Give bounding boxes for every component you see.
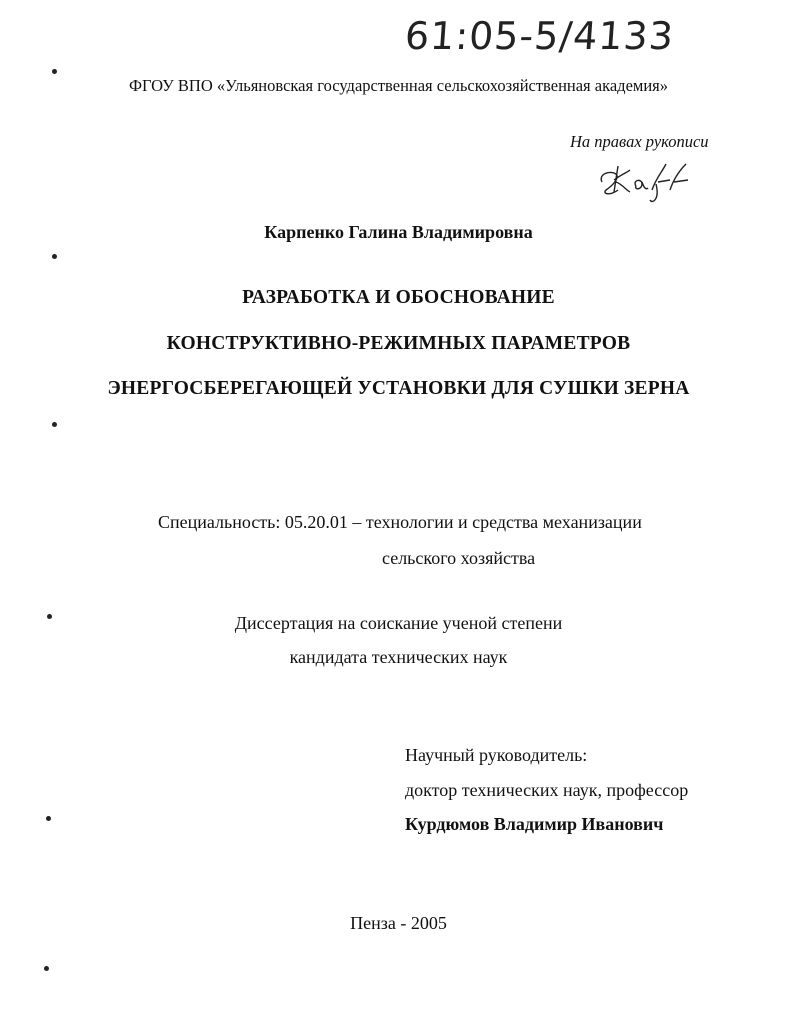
binding-hole-dot (52, 422, 57, 427)
binding-hole-dot (52, 69, 57, 74)
place-year: Пенза - 2005 (350, 913, 447, 933)
organization-name: ФГОУ ВПО «Ульяновская государственная сельскохозяйственная академия» (128, 76, 669, 95)
dissertation-title-line-3: ЭНЕРГОСБЕРЕГАЮЩЕЙ УСТАНОВКИ ДЛЯ СУШКИ ЗЕРНА (107, 378, 690, 399)
degree-line-2: кандидата технических наук (289, 647, 508, 667)
binding-hole-dot (44, 966, 49, 971)
author-name: Карпенко Галина Владимировна (264, 222, 533, 242)
rights-note: На правах рукописи (570, 132, 709, 151)
specialty-line-1: Специальность: 05.20.01 – технологии и средства механизации (158, 512, 642, 532)
degree-line-1: Диссертация на соискание ученой степени (234, 613, 563, 633)
supervisor-label: Научный руководитель: (405, 745, 588, 765)
supervisor-degree: доктор технических наук, профессор (405, 780, 689, 800)
supervisor-name: Курдюмов Владимир Иванович (405, 814, 664, 834)
author-signature (596, 160, 692, 204)
dissertation-title-line-2: КОНСТРУКТИВНО-РЕЖИМНЫХ ПАРАМЕТРОВ (166, 333, 631, 354)
specialty-line-2: сельского хозяйства (382, 548, 536, 568)
binding-hole-dot (52, 254, 57, 259)
handwritten-archive-code: 61:05-5/4133 (403, 14, 676, 58)
dissertation-title-line-1: РАЗРАБОТКА И ОБОСНОВАНИЕ (242, 287, 555, 308)
binding-hole-dot (46, 816, 51, 821)
